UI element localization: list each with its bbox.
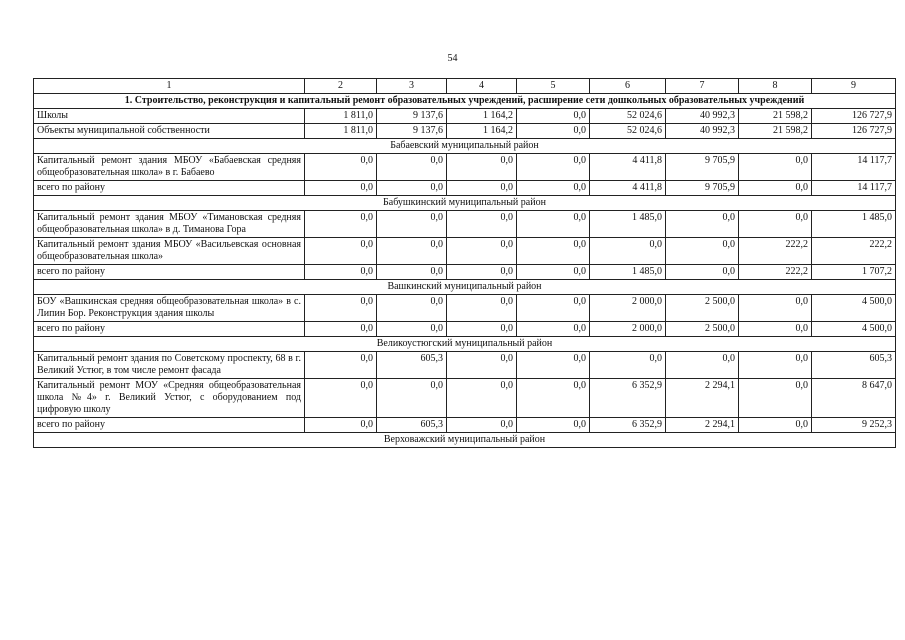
value-cell: 2 000,0 [590,322,666,337]
value-cell: 0,0 [739,352,812,379]
value-cell: 0,0 [447,238,517,265]
value-cell: 0,0 [739,295,812,322]
column-header: 1 [34,79,305,94]
value-cell: 0,0 [377,322,447,337]
value-cell: 0,0 [305,238,377,265]
table-row [34,109,896,124]
row-label: Капитальный ремонт здания по Советскому проспекту, 68 в г. Великий Устюг, в том числе ремонт фасада [34,352,305,379]
value-cell: 0,0 [305,265,377,280]
value-cell: 222,2 [739,265,812,280]
value-cell: 52 024,6 [590,109,666,124]
value-cell: 0,0 [739,418,812,433]
district-row [34,139,896,154]
value-cell: 9 705,9 [666,154,739,181]
value-cell: 0,0 [666,238,739,265]
value-cell: 0,0 [517,124,590,139]
district-row [34,280,896,295]
value-cell: 0,0 [305,418,377,433]
budget-table [33,78,896,448]
row-label: Объекты муниципальной собственности [34,124,305,139]
value-cell: 2 294,1 [666,418,739,433]
table-row [34,295,896,322]
table-row [34,124,896,139]
district-row [34,433,896,448]
value-cell: 605,3 [377,418,447,433]
value-cell: 0,0 [517,322,590,337]
value-cell: 1 485,0 [590,211,666,238]
value-cell: 2 000,0 [590,295,666,322]
value-cell: 6 352,9 [590,379,666,418]
value-cell: 1 485,0 [812,211,896,238]
value-cell: 0,0 [517,352,590,379]
value-cell: 0,0 [590,352,666,379]
value-cell: 0,0 [517,295,590,322]
value-cell: 0,0 [447,181,517,196]
value-cell: 9 137,6 [377,109,447,124]
value-cell: 605,3 [812,352,896,379]
district-row [34,196,896,211]
value-cell: 21 598,2 [739,124,812,139]
row-label: всего по району [34,322,305,337]
value-cell: 0,0 [377,154,447,181]
row-label: БОУ «Вашкинская средняя общеобразовательная школа» в с. Липин Бор. Реконструкция здания школы [34,295,305,322]
value-cell: 4 411,8 [590,181,666,196]
value-cell: 126 727,9 [812,124,896,139]
value-cell: 0,0 [377,295,447,322]
column-header: 5 [517,79,590,94]
row-label: Школы [34,109,305,124]
value-cell: 0,0 [377,181,447,196]
district-name: Верховажский муниципальный район [34,433,896,448]
section-row [34,94,896,109]
value-cell: 4 500,0 [812,295,896,322]
column-header: 8 [739,79,812,94]
value-cell: 8 647,0 [812,379,896,418]
row-label: Капитальный ремонт МОУ «Средняя общеобразовательная школа №4» г. Великий Устюг, с оборудованием под цифровую школу [34,379,305,418]
value-cell: 0,0 [666,352,739,379]
value-cell: 0,0 [305,379,377,418]
page-number: 54 [447,53,458,64]
column-header: 7 [666,79,739,94]
value-cell: 0,0 [447,322,517,337]
table-row [34,154,896,181]
value-cell: 0,0 [666,265,739,280]
column-header: 6 [590,79,666,94]
value-cell: 0,0 [517,265,590,280]
row-label: всего по району [34,418,305,433]
value-cell: 9 137,6 [377,124,447,139]
value-cell: 0,0 [590,238,666,265]
value-cell: 0,0 [739,379,812,418]
value-cell: 0,0 [447,379,517,418]
value-cell: 0,0 [377,238,447,265]
table-row [34,265,896,280]
value-cell: 14 117,7 [812,154,896,181]
value-cell: 222,2 [739,238,812,265]
value-cell: 0,0 [517,379,590,418]
value-cell: 222,2 [812,238,896,265]
value-cell: 1 811,0 [305,124,377,139]
section-title: 1. Строительство, реконструкция и капитальный ремонт образовательных учреждений, расширение сети дошкольных образовательных учреждений [34,94,896,109]
value-cell: 0,0 [305,181,377,196]
column-header: 4 [447,79,517,94]
row-label: всего по району [34,181,305,196]
value-cell: 0,0 [305,352,377,379]
district-name: Бабушкинский муниципальный район [34,196,896,211]
value-cell: 1 811,0 [305,109,377,124]
value-cell: 0,0 [447,295,517,322]
value-cell: 0,0 [377,211,447,238]
table-row [34,352,896,379]
value-cell: 0,0 [517,238,590,265]
value-cell: 2 500,0 [666,295,739,322]
value-cell: 0,0 [447,154,517,181]
value-cell: 1 164,2 [447,109,517,124]
table-row [34,418,896,433]
value-cell: 2 294,1 [666,379,739,418]
table-row [34,181,896,196]
district-row [34,337,896,352]
value-cell: 1 485,0 [590,265,666,280]
value-cell: 0,0 [377,265,447,280]
value-cell: 0,0 [447,352,517,379]
value-cell: 14 117,7 [812,181,896,196]
column-header: 2 [305,79,377,94]
header-row [34,79,896,94]
value-cell: 52 024,6 [590,124,666,139]
table-row [34,322,896,337]
value-cell: 0,0 [305,211,377,238]
table-body [34,79,896,448]
row-label: Капитальный ремонт здания МБОУ «Бабаевская средняя общеобразовательная школа» в г. Бабаево [34,154,305,181]
value-cell: 0,0 [447,265,517,280]
value-cell: 9 705,9 [666,181,739,196]
value-cell: 0,0 [517,154,590,181]
column-header: 9 [812,79,896,94]
value-cell: 4 500,0 [812,322,896,337]
value-cell: 0,0 [666,211,739,238]
value-cell: 0,0 [447,211,517,238]
value-cell: 2 500,0 [666,322,739,337]
value-cell: 1 164,2 [447,124,517,139]
column-header: 3 [377,79,447,94]
value-cell: 0,0 [739,154,812,181]
value-cell: 0,0 [517,109,590,124]
value-cell: 40 992,3 [666,109,739,124]
value-cell: 1 707,2 [812,265,896,280]
value-cell: 126 727,9 [812,109,896,124]
value-cell: 0,0 [517,181,590,196]
row-label: Капитальный ремонт здания МБОУ «Тимановская средняя общеобразовательная школа» в д. Тиманова Гора [34,211,305,238]
value-cell: 0,0 [517,418,590,433]
value-cell: 605,3 [377,352,447,379]
row-label: Капитальный ремонт здания МБОУ «Васильевская основная общеобразовательная школа» [34,238,305,265]
value-cell: 0,0 [377,379,447,418]
table-row [34,211,896,238]
value-cell: 0,0 [739,211,812,238]
value-cell: 4 411,8 [590,154,666,181]
value-cell: 0,0 [305,295,377,322]
table-row [34,379,896,418]
district-name: Вашкинский муниципальный район [34,280,896,295]
value-cell: 0,0 [739,181,812,196]
value-cell: 0,0 [517,211,590,238]
district-name: Великоустюгский муниципальный район [34,337,896,352]
value-cell: 0,0 [739,322,812,337]
value-cell: 21 598,2 [739,109,812,124]
row-label: всего по району [34,265,305,280]
value-cell: 0,0 [447,418,517,433]
district-name: Бабаевский муниципальный район [34,139,896,154]
value-cell: 9 252,3 [812,418,896,433]
value-cell: 40 992,3 [666,124,739,139]
value-cell: 0,0 [305,322,377,337]
value-cell: 0,0 [305,154,377,181]
table-row [34,238,896,265]
value-cell: 6 352,9 [590,418,666,433]
